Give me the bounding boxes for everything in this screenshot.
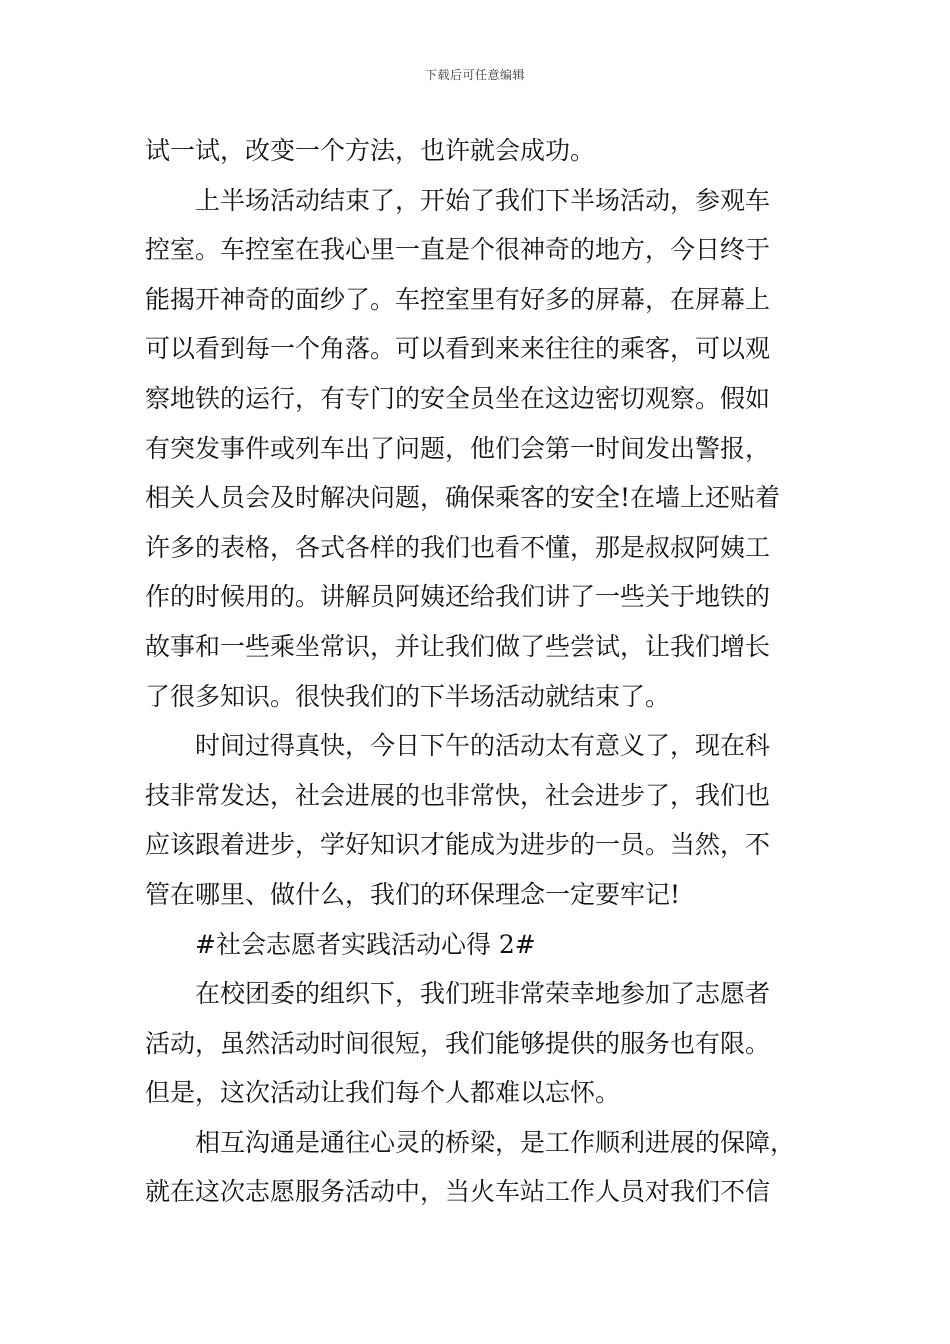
text-line: 应该跟着进步，学好知识才能成为进步的一员。当然，不 bbox=[145, 830, 771, 860]
text-line: 故事和一些乘坐常识，并让我们做了些尝试，让我们增长 bbox=[145, 631, 771, 661]
paragraph-start-line: 在校团委的组织下，我们班非常荣幸地参加了志愿者 bbox=[195, 979, 771, 1009]
text-line: 试一试，改变一个方法，也许就会成功。 bbox=[145, 136, 596, 165]
text-line: 作的时候用的。讲解员阿姨还给我们讲了一些关于地铁的 bbox=[145, 582, 771, 612]
document-body bbox=[145, 126, 810, 1217]
text-line: 许多的表格，各式各样的我们也看不懂，那是叔叔阿姨工 bbox=[145, 532, 771, 562]
text-line: 可以看到每一个角落。可以看到来来往往的乘客，可以观 bbox=[145, 334, 771, 364]
text-line: 了很多知识。很快我们的下半场活动就结束了。 bbox=[145, 681, 671, 711]
text-line: 察地铁的运行，有专门的安全员坐在这边密切观察。假如 bbox=[145, 383, 771, 413]
paragraph-start-line: 相互沟通是通往心灵的桥梁，是工作顺利进展的保障， bbox=[195, 1127, 796, 1157]
paragraph-start-line: 时间过得真快，今日下午的活动太有意义了，现在科 bbox=[195, 731, 771, 761]
text-line: 能揭开神奇的面纱了。车控室里有好多的屏幕，在屏幕上 bbox=[145, 284, 771, 314]
section-heading: #社会志愿者实践活动心得 2# bbox=[195, 929, 536, 959]
page-header-note: 下载后可任意编辑 bbox=[424, 68, 525, 82]
text-line: 活动，虽然活动时间很短，我们能够提供的服务也有限。 bbox=[145, 1028, 771, 1058]
text-line: 有突发事件或列车出了问题，他们会第一时间发出警报， bbox=[145, 433, 771, 463]
paragraph-start-line: 上半场活动结束了，开始了我们下半场活动，参观车 bbox=[195, 185, 771, 215]
text-line: 就在这次志愿服务活动中，当火车站工作人员对我们不信 bbox=[145, 1177, 771, 1207]
text-line: 技非常发达，社会进展的也非常快，社会进步了，我们也 bbox=[145, 780, 771, 810]
text-line: 相关人员会及时解决问题，确保乘客的安全!在墙上还贴着 bbox=[145, 483, 781, 513]
text-line: 管在哪里、做什么，我们的环保理念一定要牢记! bbox=[145, 879, 681, 909]
text-line: 但是，这次活动让我们每个人都难以忘怀。 bbox=[145, 1078, 621, 1108]
text-line: 控室。车控室在我心里一直是个很神奇的地方，今日终于 bbox=[145, 235, 771, 265]
